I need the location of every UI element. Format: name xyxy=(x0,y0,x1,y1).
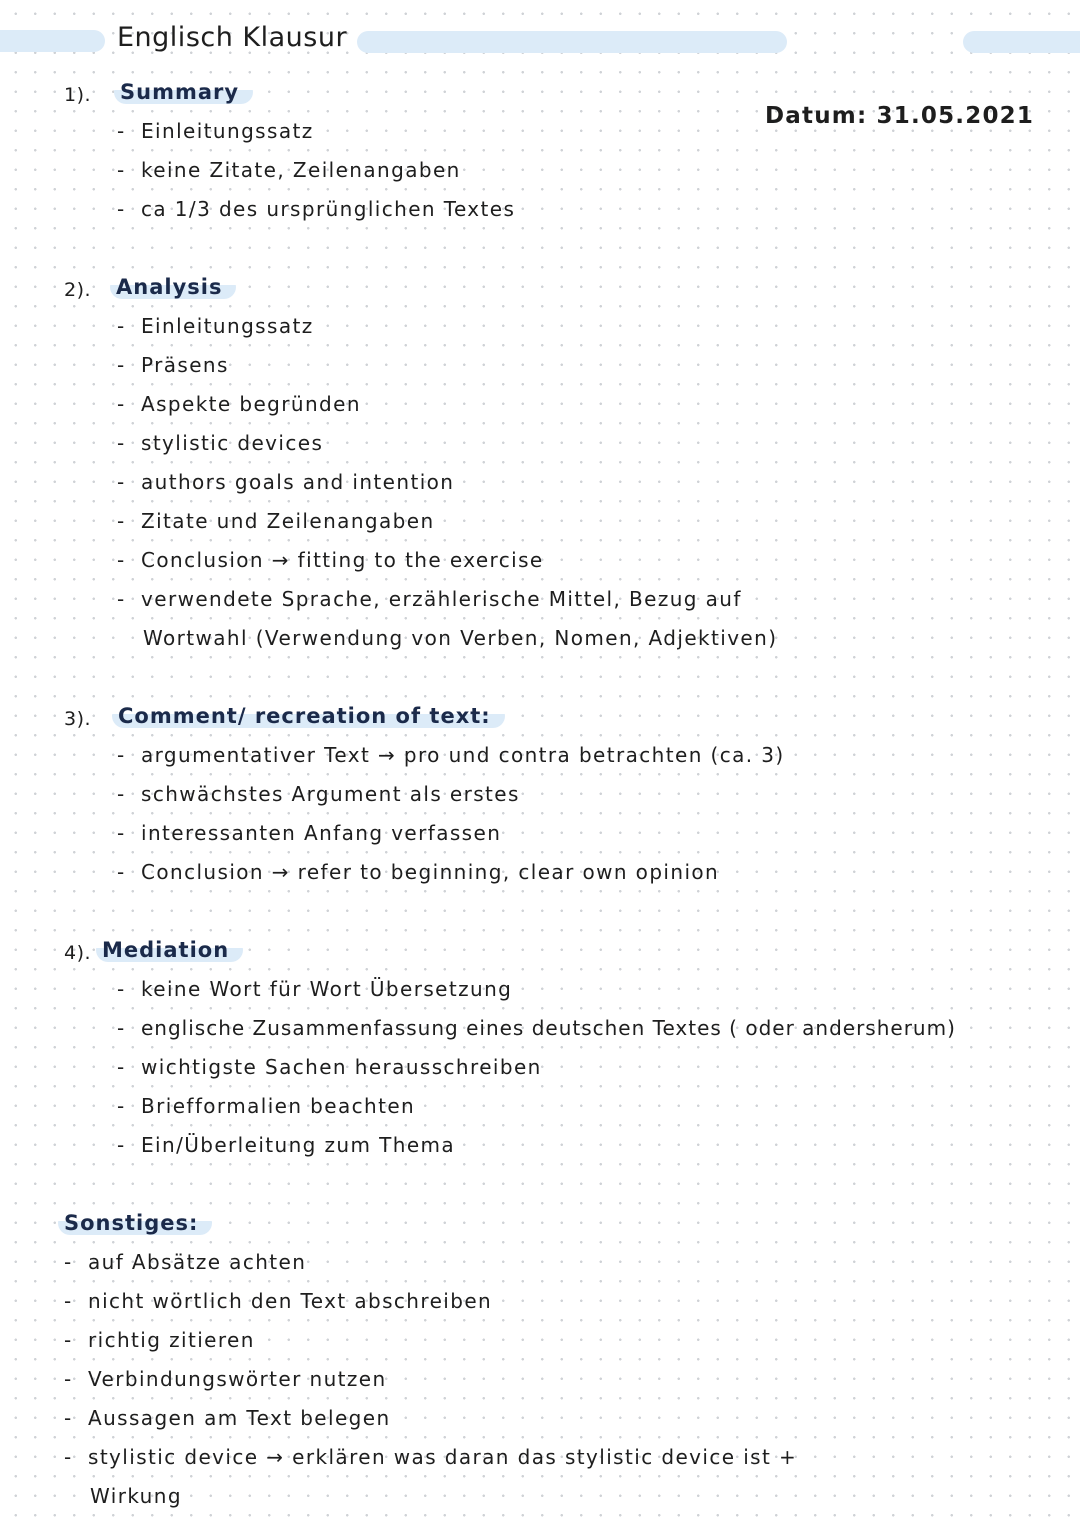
list-item: - stylistic devices xyxy=(117,431,324,455)
list-item: - Verbindungswörter nutzen xyxy=(64,1367,387,1391)
date-label: Datum: 31.05.2021 xyxy=(765,103,1035,129)
highlight-bar-middle xyxy=(357,31,787,53)
highlight-bar-right xyxy=(963,31,1080,53)
list-item: - stylistic device → erklären was daran das stylistic device ist + xyxy=(64,1445,798,1469)
list-item: - Zitate und Zeilenangaben xyxy=(117,509,435,533)
section-heading-comment: Comment/ recreation of text: xyxy=(112,704,505,728)
list-item: - englische Zusammenfassung eines deutschen Textes ( oder andersherum) xyxy=(117,1016,956,1040)
list-item-continuation: Wortwahl (Verwendung von Verben, Nomen, Adjektiven) xyxy=(143,626,778,650)
list-item: - Aspekte begründen xyxy=(117,392,361,416)
list-item: - nicht wörtlich den Text abschreiben xyxy=(64,1289,493,1313)
list-item: - authors goals and intention xyxy=(117,470,455,494)
page-title: Englisch Klausur xyxy=(117,22,348,53)
list-item-continuation: Wirkung xyxy=(90,1484,182,1508)
list-item: - keine Zitate, Zeilenangaben xyxy=(117,158,461,182)
list-item: - Conclusion → fitting to the exercise xyxy=(117,548,544,572)
section-heading-analysis: Analysis xyxy=(110,275,236,299)
list-item: - richtig zitieren xyxy=(64,1328,255,1352)
list-item: - keine Wort für Wort Übersetzung xyxy=(117,977,513,1001)
list-item: - Aussagen am Text belegen xyxy=(64,1406,391,1430)
list-item: - Briefformalien beachten xyxy=(117,1094,416,1118)
list-item: - Einleitungssatz xyxy=(117,314,314,338)
list-item: - wichtigste Sachen herausschreiben xyxy=(117,1055,542,1079)
list-item: - verwendete Sprache, erzählerische Mittel, Bezug auf xyxy=(117,587,742,611)
section-number: 1). xyxy=(64,84,92,106)
section-number: 4). xyxy=(64,942,92,964)
list-item: - Einleitungssatz xyxy=(117,119,314,143)
section-heading-mediation: Mediation xyxy=(96,938,243,962)
section-number: 2). xyxy=(64,279,92,301)
list-item: - Präsens xyxy=(117,353,229,377)
list-item: - Ein/Überleitung zum Thema xyxy=(117,1133,456,1157)
list-item: - schwächstes Argument als erstes xyxy=(117,782,520,806)
section-number: 3). xyxy=(64,708,92,730)
section-heading-summary: Summary xyxy=(114,80,253,104)
highlight-bar-left xyxy=(0,30,105,52)
list-item: - Conclusion → refer to beginning, clear own opinion xyxy=(117,860,720,884)
list-item: - auf Absätze achten xyxy=(64,1250,307,1274)
list-item: - ca 1/3 des ursprünglichen Textes xyxy=(117,197,516,221)
list-item: - interessanten Anfang verfassen xyxy=(117,821,502,845)
section-heading-sonstiges: Sonstiges: xyxy=(58,1211,212,1235)
list-item: - argumentativer Text → pro und contra betrachten (ca. 3) xyxy=(117,743,785,767)
